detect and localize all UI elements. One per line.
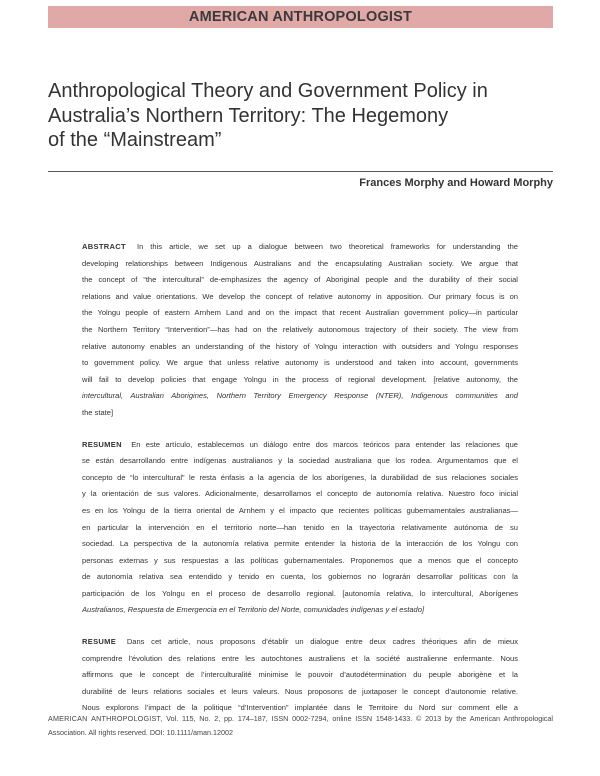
title-rule [48,171,553,172]
abstract-line: relations and value orientations. We develop the concept of relative autonomy in apposition. Our primary focus is on [82,291,518,301]
title-line: of the “Mainstream” [48,129,222,151]
resumen-line: en particular la intervención en el territorio norte—han tenido en la trayectoria relativamente autónoma de su [82,522,518,532]
abstract-label: ABSTRACT [82,242,126,251]
abstracts [82,239,518,732]
abstract-line: will fail to develop policies that engage Yolngu in the process of regional development. [relative autonomy, the [82,374,518,384]
title-line: Anthropological Theory and Government Policy in [48,80,488,102]
journal-name: AMERICAN ANTHROPOLOGIST [188,9,413,25]
abstract-english [82,239,518,422]
abstract-line: In this article, we set up a dialogue between two theoretical frameworks for understanding the [136,242,518,251]
journal-header-bar [48,6,553,28]
abstract-line: the Yolngu people of eastern Arnhem Land and on the impact that recent Australian government policy—in particular [82,308,518,318]
abstract-line: the state] [82,407,114,417]
resume-line: durabilité de leurs relations sociales et leurs valeurs. Nous proposons de juxtaposer le concept d’autonomie relative. [82,686,518,696]
resumen-line: concepto de “lo intercultural” le resta énfasis a la agencia de los aborígenes, la durabilidad de sus relaciones sociales [82,472,518,482]
resumen-line: y la orientación de sus valores. Adicionalmente, desarrollamos el concepto de autonomía relativa. Nuestro foco inicial [82,489,518,499]
resumen-line: se están desarrollando entre indígenas australianos y la sociedad australiana que los rodea. Argumentamos que el [82,456,518,466]
abstract-french [82,634,518,717]
resumen-line: Australianos, Respuesta de Emergencia en el Territorio del Norte, comunidades indígenas y el estado] [82,605,425,615]
abstract-line: to government policy. We argue that unless relative autonomy is understood and taken into account, governments [82,358,518,368]
abstract-line: intercultural, Australian Aborigines, Northern Territory Emergency Response (NTER), Indigenous communities and [82,391,518,401]
resumen-line: es en los Yolngu de la tierra oriental de Arnhem y el impacto que recientes políticas gubernamentales australianas— [82,505,518,515]
resumen-line: participación de los Yolngu en el proceso de desarrollo regional. [autonomía relativa, lo intercultural, Aborígenes [82,588,518,598]
abstract-line: the concept of “the intercultural” de-emphasizes the agency of Aboriginal people and the durability of their social [82,275,518,285]
resumen-line: de autonomía relativa sea entendido y tenido en cuenta, los gobiernos no lograrán desarrollar políticas con la [82,572,518,582]
citation-footer [48,712,553,740]
footer-journal: AMERICAN ANTHROPOLOGIST, [48,714,163,723]
abstract-line: developing relationships between Indigenous Australians and the encapsulating Australian society. We argue that [82,258,518,268]
authors: Frances Morphy and Howard Morphy [359,177,553,189]
title-line: Australia’s Northern Territory: The Hegemony [48,104,449,127]
resume-line: affirmons que le concept de l’interculturalité minimise le pouvoir d’autodétermination du peuple aborigène et la [82,670,518,680]
footer-citation: Vol. 115, No. 2, pp. 174–187, ISSN 0002-7294, online ISSN 1548-1433. © 2013 by the American Anthropological [166,714,553,723]
abstract-spanish [82,437,518,620]
resume-label: RESUME [82,637,117,647]
resume-line: Dans cet article, nous proposons d’établir un dialogue entre deux cadres théoriques afin de mieux [126,637,518,647]
abstract-line: the Northern Territory “Intervention”—has had on the relatively autonomous trajectory of their society. The view from [82,324,518,334]
resumen-label: RESUMEN [82,439,122,449]
resume-line: Nous explorons l’impact de la politique “d’Intervention” implantée dans le Territoire du Nord sur comment elle a [82,703,518,713]
resumen-line: En este artículo, establecemos un diálogo entre dos marcos teóricos para entender las relaciones que [131,439,518,449]
abstract-line: relative autonomy enables an understanding of the history of Yolngu interaction with outsiders and Yolngu responses [82,341,518,351]
resumen-line: sociedad. La perspectiva de la autonomía relativa permite entender la historia de la interacción de los Yolngu con [82,539,518,549]
article-title [48,79,528,153]
footer-copyright: Association. All rights reserved. DOI: 10.1111/aman.12002 [48,727,233,737]
resumen-line: personas externas y sus respuestas a las políticas gubernamentales. Proponemos que a menos que el concepto [82,555,518,565]
resume-line: comprendre l’évolution des relations entre les autochtones australiens et la société australienne enfermante. Nous [82,653,518,663]
